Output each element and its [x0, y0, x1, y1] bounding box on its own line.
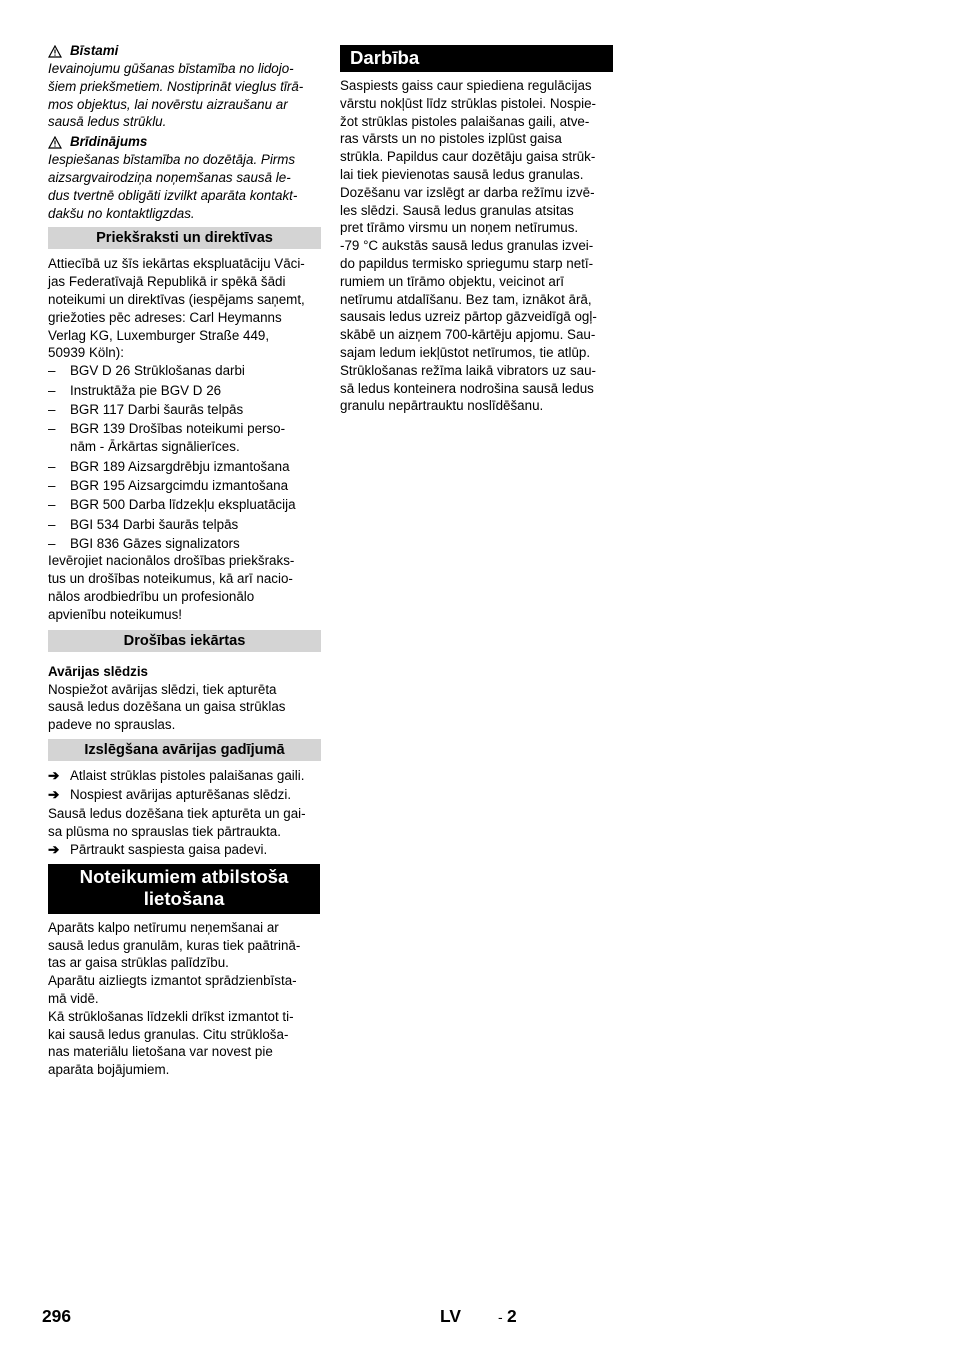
right-column	[340, 45, 613, 415]
list-item: – BGR 189 Aizsargdrēbju izmantošana	[48, 458, 290, 474]
warning-title: Bīstami	[70, 43, 119, 58]
language-code: LV	[440, 1306, 461, 1326]
regulations-intro: Attiecībā uz šīs iekārtas ekspluatāciju Vāci- jas Federatīvajā Republikā ir spēkā šādi noteikumi un direktīvas (iespējams saņemt, griežoties pēc adreses: Carl Heymanns Verlag KG, Luxemburger Straße 449, 50939 Köln):	[48, 256, 305, 361]
list-item: – BGR 139 Drošības noteikumi perso- nām - Ārkārtas signālierīces.	[48, 421, 286, 455]
section-heading-intended-use: Noteikumiem atbilstoša lietošana	[48, 864, 320, 914]
intended-use-text: Aparāts kalpo netīrumu neņemšanai ar sausā ledus granulām, kuras tiek paātrinā- tas ar gaisa strūklas palīdzību. Aparātu aizliegts izmantot sprādzienbīsta- mā vidē. Kā strūklošanas līdzekli drīkst izmantot ti- kai sausā ledus granulas. Citu strūkloša- nas materiālu lietošana var novest pie aparāta bojājumiem.	[48, 919, 301, 1078]
page-number: 296	[42, 1306, 72, 1326]
list-item: ➔ Atlaist strūklas pistoles palaišanas gaili.	[48, 768, 305, 784]
list-item: – BGI 534 Darbi šaurās telpās	[48, 516, 239, 532]
section-heading-regulations: Priekšraksti un direktīvas	[48, 227, 321, 249]
emergency-steps	[48, 767, 320, 804]
list-item: – BGR 195 Aizsargcimdu izmantošana	[48, 477, 289, 493]
list-item: – BGR 500 Darba līdzekļu ekspluatācija	[48, 497, 296, 513]
operation-text: Saspiests gaiss caur spiediena regulācijas vārstu nokļūst līdz strūklas pistolei. Nospie- žot strūklas pistoles palaišanas gaili, atve- ras vārsts un no pistoles izplūst gaisa strūkla. Papildus caur dozētāju gaisa strūk- lai tiek pievienotas sausā ledus granulas. Dozēšanu var izslēgt ar darba režīmu izvē- les slēdzi. Sausā ledus granulas atsitas pret tīrāmo virsmu un noņem netīrumus. -79 °C aukstās sausā ledus granulas izvei- do papildus termisko spriegumu starp netī- rumiem un tīrāmo objektu, veicinot arī netīrumu atdalīšanu. Bez tam, iznākot ārā, sausais ledus uzreiz pārtop gāzveidīgā ogļ- skābē un aizņem 700-kārtēju apjomu. Sau- sajam ledum iekļūstot netīrumos, tie atlūp. Strūklošanas režīma laikā vibrators uz sau- sā ledus konteinera nodrošina sausā ledus granulu nepārtrauktu noslīdēšanu.	[340, 78, 597, 414]
warning-triangle-icon	[48, 136, 62, 149]
emergency-steps-2	[48, 841, 320, 859]
left-column	[48, 42, 320, 1079]
emergency-switch-text: Nospiežot avārijas slēdzi, tiek apturēta sausā ledus dozēšana un gaisa strūklas padeve no sprauslas.	[48, 681, 286, 733]
warning-text: Iespiešanas bīstamība no dozētāja. Pirms aizsargvairodziņa noņemšanas sausā le- dus tvertnē obligāti izvilkt aparāta kontakt- dakšu no kontaktligzdas.	[48, 152, 298, 221]
warning-triangle-icon	[48, 45, 62, 58]
regulations-list	[48, 362, 320, 553]
regulations-outro: Ievērojiet nacionālos drošības priekšraks- tus un drošības noteikumus, kā arī nacio- nālos arodbiedrību un profesionālo apvienību noteikumus!	[48, 553, 295, 622]
subheading-emergency-switch: Avārijas slēdzis	[48, 663, 148, 679]
warning-text: Ievainojumu gūšanas bīstamība no lidojo- šiem priekšmetiem. Nostiprināt vieglus tīrā- mos objektus, lai novērstu aizraušanu ar sausā ledus strūklu.	[48, 61, 304, 130]
section-heading-emergency-shutdown: Izslēgšana avārijas gadījumā	[48, 739, 321, 761]
list-item: – BGR 117 Darbi šaurās telpās	[48, 401, 244, 417]
list-item: – Instruktāža pie BGV D 26	[48, 382, 222, 398]
list-item: – BGI 836 Gāzes signalizators	[48, 536, 240, 552]
section-number: 2	[507, 1306, 517, 1326]
list-item: ➔ Nospiest avārijas apturēšanas slēdzi.	[48, 787, 292, 803]
warning-danger	[48, 42, 320, 131]
warning-title: Brīdinājums	[70, 134, 148, 150]
section-heading-safety-devices: Drošības iekārtas	[48, 630, 321, 652]
section-heading-operation: Darbība	[340, 45, 613, 72]
list-item: – BGV D 26 Strūklošanas darbi	[48, 363, 245, 379]
list-item: ➔ Pārtraukt saspiesta gaisa padevi.	[48, 842, 268, 858]
footer-separator: -	[498, 1309, 503, 1325]
warning-caution	[48, 133, 320, 222]
emergency-shutdown-text: Sausā ledus dozēšana tiek apturēta un gai- sa plūsma no sprauslas tiek pārtraukta.	[48, 806, 306, 840]
